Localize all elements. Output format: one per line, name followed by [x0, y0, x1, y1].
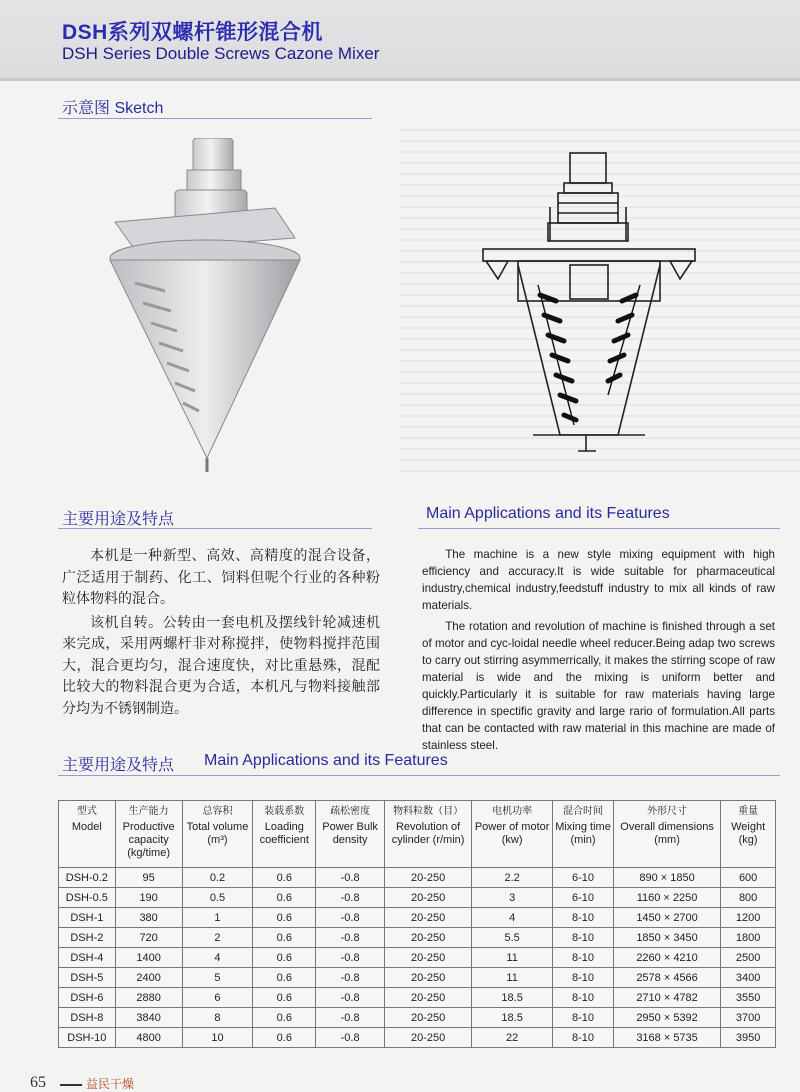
- applications-text-en: [422, 546, 775, 758]
- table-cell: 8-10: [553, 988, 614, 1008]
- column-header-en: Mixing time (min): [555, 821, 611, 846]
- table-row: [59, 1008, 776, 1028]
- table-cell: -0.8: [316, 868, 385, 888]
- table-column-header: [472, 801, 553, 868]
- table-heading-divider: [58, 775, 780, 776]
- table-cell: DSH-8: [59, 1008, 116, 1028]
- applications-en-divider: [418, 528, 780, 529]
- table-cell: 2500: [721, 948, 776, 968]
- table-cell: -0.8: [316, 968, 385, 988]
- table-cell: 0.6: [253, 908, 316, 928]
- table-cell: 3: [472, 888, 553, 908]
- table-cell: 380: [115, 908, 182, 928]
- table-cell: 0.6: [253, 968, 316, 988]
- table-cell: 1450 × 2700: [613, 908, 720, 928]
- table-cell: 8-10: [553, 1008, 614, 1028]
- table-column-header: [253, 801, 316, 868]
- table-cell: 20-250: [385, 988, 472, 1008]
- table-cell: 0.6: [253, 868, 316, 888]
- column-header-cn: 物料粒数（目）: [393, 806, 464, 817]
- table-cell: DSH-10: [59, 1028, 116, 1048]
- table-cell: 720: [115, 928, 182, 948]
- table-heading-en: Main Applications and its Features: [204, 752, 448, 769]
- table-column-header: [59, 801, 116, 868]
- table-cell: 20-250: [385, 908, 472, 928]
- table-cell: 4: [182, 948, 253, 968]
- table-cell: DSH-6: [59, 988, 116, 1008]
- footer-divider: [60, 1084, 82, 1086]
- table-cell: 2710 × 4782: [613, 988, 720, 1008]
- column-header-en: Revolution of cylinder (r/min): [391, 821, 465, 846]
- table-row: [59, 868, 776, 888]
- paragraph: The machine is a new style mixing equipment with high efficiency and accuracy.It is wide suitable for pharmaceutical industry,chemical industry,feedstuff industry to mix all kinds of raw materials.: [422, 548, 775, 612]
- table-cell: 1400: [115, 948, 182, 968]
- table-cell: -0.8: [316, 948, 385, 968]
- table-cell: DSH-5: [59, 968, 116, 988]
- table-cell: DSH-1: [59, 908, 116, 928]
- page-title-cn: DSH系列双螺杆锥形混合机: [62, 21, 323, 44]
- column-header-cn: 总容积: [202, 806, 233, 817]
- table-cell: -0.8: [316, 1008, 385, 1028]
- table-cell: 3840: [115, 1008, 182, 1028]
- spec-table-header: [59, 801, 776, 868]
- table-row: [59, 928, 776, 948]
- paragraph: 本机是一种新型、高效、高精度的混合设备，广泛适用于制药、化工、饲料但呢个行业的各种粉粒体物料的混合。: [62, 548, 380, 607]
- column-header-en: Loading coefficient: [259, 821, 309, 846]
- table-cell: 20-250: [385, 948, 472, 968]
- table-column-header: [721, 801, 776, 868]
- table-cell: 1: [182, 908, 253, 928]
- table-cell: 18.5: [472, 988, 553, 1008]
- table-cell: DSH-0.2: [59, 868, 116, 888]
- table-cell: -0.8: [316, 928, 385, 948]
- page-number: 65: [30, 1074, 46, 1091]
- column-header-cn: 装载系数: [264, 806, 305, 817]
- table-cell: 2880: [115, 988, 182, 1008]
- table-cell: 20-250: [385, 888, 472, 908]
- column-header-cn: 混合时间: [563, 806, 604, 817]
- column-header-cn: 型式: [76, 806, 97, 817]
- table-cell: 8-10: [553, 1028, 614, 1048]
- column-header-en: Power Bulk density: [322, 821, 378, 846]
- table-cell: 3550: [721, 988, 776, 1008]
- table-cell: 0.6: [253, 888, 316, 908]
- table-cell: 2950 × 5392: [613, 1008, 720, 1028]
- mixer-schematic: [478, 145, 700, 465]
- table-heading-cn: 主要用途及特点: [62, 757, 175, 774]
- table-cell: 1160 × 2250: [613, 888, 720, 908]
- table-row: [59, 968, 776, 988]
- table-cell: 0.2: [182, 868, 253, 888]
- table-cell: 0.6: [253, 1008, 316, 1028]
- column-header-cn: 外形尺寸: [647, 806, 688, 817]
- table-cell: 890 × 1850: [613, 868, 720, 888]
- table-cell: 20-250: [385, 868, 472, 888]
- table-row: [59, 948, 776, 968]
- table-row: [59, 908, 776, 928]
- mixer-photo: [95, 138, 310, 478]
- table-cell: 3700: [721, 1008, 776, 1028]
- table-cell: 2.2: [472, 868, 553, 888]
- column-header-cn: 重量: [738, 806, 759, 817]
- column-header-en: Productive capacity (kg/time): [122, 821, 175, 859]
- column-header-en: Model: [71, 821, 102, 833]
- table-cell: -0.8: [316, 988, 385, 1008]
- table-cell: 95: [115, 868, 182, 888]
- table-column-header: [316, 801, 385, 868]
- table-column-header: [385, 801, 472, 868]
- table-cell: 0.6: [253, 948, 316, 968]
- table-column-header: [182, 801, 253, 868]
- table-cell: 3950: [721, 1028, 776, 1048]
- spec-table-body: [59, 868, 776, 1048]
- table-cell: 600: [721, 868, 776, 888]
- table-cell: 3168 × 5735: [613, 1028, 720, 1048]
- applications-heading-cn: 主要用途及特点: [62, 511, 175, 528]
- table-cell: 8-10: [553, 948, 614, 968]
- column-header-cn: 电机功率: [492, 806, 533, 817]
- table-row: [59, 888, 776, 908]
- table-cell: 6: [182, 988, 253, 1008]
- table-cell: 1850 × 3450: [613, 928, 720, 948]
- column-header-cn: 生产能力: [128, 806, 169, 817]
- table-cell: 4: [472, 908, 553, 928]
- table-cell: -0.8: [316, 1028, 385, 1048]
- table-cell: DSH-2: [59, 928, 116, 948]
- table-cell: 190: [115, 888, 182, 908]
- paragraph: The rotation and revolution of machine is finished through a set of motor and cyc-loidal needle wheel reducer.Being adap two screws to carry out stirring asymmerrically, it makes the stirring scope of raw material is wide and the mixing is uniform better and quickly.Particularly it is suitable for raw materials having large difference in spectific gravity and large rario of formulation.All parts that can be contacted with raw material in this machine are made of stainless steel.: [422, 620, 775, 752]
- table-cell: 18.5: [472, 1008, 553, 1028]
- applications-text-cn: [62, 546, 380, 722]
- table-cell: 10: [182, 1028, 253, 1048]
- table-cell: 20-250: [385, 1028, 472, 1048]
- applications-heading-en: Main Applications and its Features: [426, 505, 670, 522]
- sketch-heading: 示意图 Sketch: [62, 100, 164, 117]
- table-column-header: [115, 801, 182, 868]
- page-title-en: DSH Series Double Screws Cazone Mixer: [62, 44, 380, 63]
- table-cell: 3400: [721, 968, 776, 988]
- table-cell: 4800: [115, 1028, 182, 1048]
- footer-brand: 益民干燥: [86, 1077, 135, 1091]
- table-column-header: [613, 801, 720, 868]
- table-cell: 11: [472, 948, 553, 968]
- table-cell: 0.5: [182, 888, 253, 908]
- table-cell: 0.6: [253, 928, 316, 948]
- table-cell: 20-250: [385, 928, 472, 948]
- table-cell: 8-10: [553, 968, 614, 988]
- column-header-en: Weight (kg): [731, 821, 766, 846]
- table-cell: 8-10: [553, 928, 614, 948]
- table-cell: DSH-0.5: [59, 888, 116, 908]
- table-cell: 1200: [721, 908, 776, 928]
- table-cell: 6-10: [553, 868, 614, 888]
- table-cell: 2578 × 4566: [613, 968, 720, 988]
- table-cell: 2: [182, 928, 253, 948]
- spec-table: [58, 800, 776, 1048]
- table-cell: 11: [472, 968, 553, 988]
- table-cell: -0.8: [316, 888, 385, 908]
- table-cell: 1800: [721, 928, 776, 948]
- sketch-divider: [58, 118, 372, 119]
- table-cell: 8-10: [553, 908, 614, 928]
- table-cell: 5: [182, 968, 253, 988]
- table-cell: 20-250: [385, 1008, 472, 1028]
- table-cell: 6-10: [553, 888, 614, 908]
- table-row: [59, 1028, 776, 1048]
- table-cell: DSH-4: [59, 948, 116, 968]
- column-header-en: Total volume (m³): [186, 821, 249, 846]
- table-cell: 0.6: [253, 988, 316, 1008]
- table-cell: 22: [472, 1028, 553, 1048]
- table-cell: 20-250: [385, 968, 472, 988]
- column-header-cn: 疏松密度: [330, 806, 371, 817]
- column-header-en: Power of motor (kw): [474, 821, 550, 846]
- table-cell: -0.8: [316, 908, 385, 928]
- table-cell: 0.6: [253, 1028, 316, 1048]
- applications-cn-divider: [58, 528, 372, 529]
- table-cell: 2260 × 4210: [613, 948, 720, 968]
- table-column-header: [553, 801, 614, 868]
- table-row: [59, 988, 776, 1008]
- table-cell: 5.5: [472, 928, 553, 948]
- column-header-en: Overall dimensions (mm): [620, 821, 714, 846]
- table-cell: 8: [182, 1008, 253, 1028]
- table-cell: 2400: [115, 968, 182, 988]
- table-cell: 800: [721, 888, 776, 908]
- paragraph: 该机自转。公转由一套电机及摆线针轮减速机来完成，采用两螺杆非对称搅拌，使物料搅拌范围大，混合更均匀，混合速度快，对比重悬殊，混配比较大的物料混合更为合适，本机凡与物料接触部分均为不锈钢制造。: [62, 614, 380, 717]
